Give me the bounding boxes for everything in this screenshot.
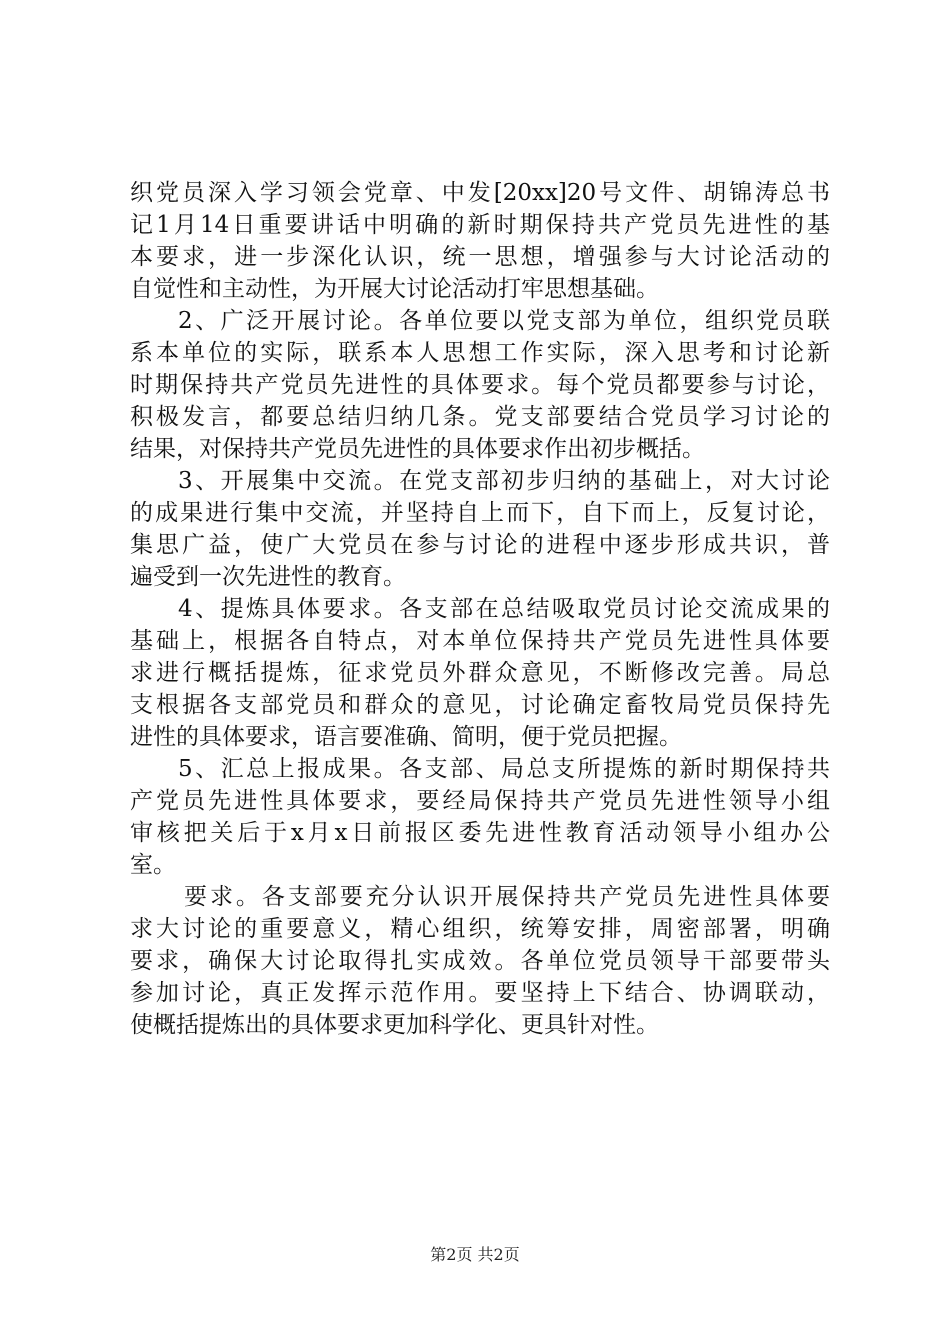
body-line: 结果，对保持共产党员先进性的具体要求作出初步概括。 xyxy=(130,436,705,462)
body-line: 自觉性和主动性，为开展大讨论活动打牢思想基础。 xyxy=(130,276,659,302)
body-line: 时期保持共产党员先进性的具体要求。每个党员都要参与讨论， xyxy=(130,372,830,398)
body-line: 2、广泛开展讨论。各单位要以党支部为单位，组织党员联 xyxy=(178,308,830,334)
body-line: 审核把关后于x月x日前报区委先进性教育活动领导小组办公 xyxy=(130,820,830,846)
body-line: 积极发言，都要总结归纳几条。党支部要结合党员学习讨论的 xyxy=(130,404,830,430)
body-line: 系本单位的实际，联系本人思想工作实际，深入思考和讨论新 xyxy=(130,340,830,366)
body-line: 基础上，根据各自特点，对本单位保持共产党员先进性具体要 xyxy=(130,628,830,654)
body-line: 支根据各支部党员和群众的意见，讨论确定畜牧局党员保持先 xyxy=(130,692,830,718)
body-line: 5、汇总上报成果。各支部、局总支所提炼的新时期保持共 xyxy=(178,756,830,782)
body-line: 织党员深入学习领会党章、中发[20xx]20号文件、胡锦涛总书 xyxy=(130,180,830,206)
body-line: 使概括提炼出的具体要求更加科学化、更具针对性。 xyxy=(130,1012,659,1038)
body-line: 室。 xyxy=(130,852,176,878)
body-line: 3、开展集中交流。在党支部初步归纳的基础上，对大讨论 xyxy=(178,468,830,494)
body-line: 要求。各支部要充分认识开展保持共产党员先进性具体要 xyxy=(184,884,830,910)
body-line: 参加讨论，真正发挥示范作用。要坚持上下结合、协调联动， xyxy=(130,980,830,1006)
body-line: 记1月14日重要讲话中明确的新时期保持共产党员先进性的基 xyxy=(130,212,830,238)
body-line: 集思广益，使广大党员在参与讨论的进程中逐步形成共识，普 xyxy=(130,532,830,558)
body-line: 求大讨论的重要意义，精心组织，统筹安排，周密部署，明确 xyxy=(130,916,830,942)
body-line: 的成果进行集中交流，并坚持自上而下，自下而上，反复讨论， xyxy=(130,500,830,526)
page-number-footer: 第2页 共2页 xyxy=(430,1245,520,1264)
body-line: 4、提炼具体要求。各支部在总结吸取党员讨论交流成果的 xyxy=(178,596,830,622)
body-line: 遍受到一次先进性的教育。 xyxy=(130,564,406,590)
body-line: 要求，确保大讨论取得扎实成效。各单位党员领导干部要带头 xyxy=(130,948,830,974)
body-line: 产党员先进性具体要求，要经局保持共产党员先进性领导小组 xyxy=(130,788,830,814)
body-line: 求进行概括提炼，征求党员外群众意见，不断修改完善。局总 xyxy=(130,660,830,686)
body-line: 进性的具体要求，语言要准确、简明，便于党员把握。 xyxy=(130,724,682,750)
body-line: 本要求，进一步深化认识，统一思想，增强参与大讨论活动的 xyxy=(130,244,830,270)
